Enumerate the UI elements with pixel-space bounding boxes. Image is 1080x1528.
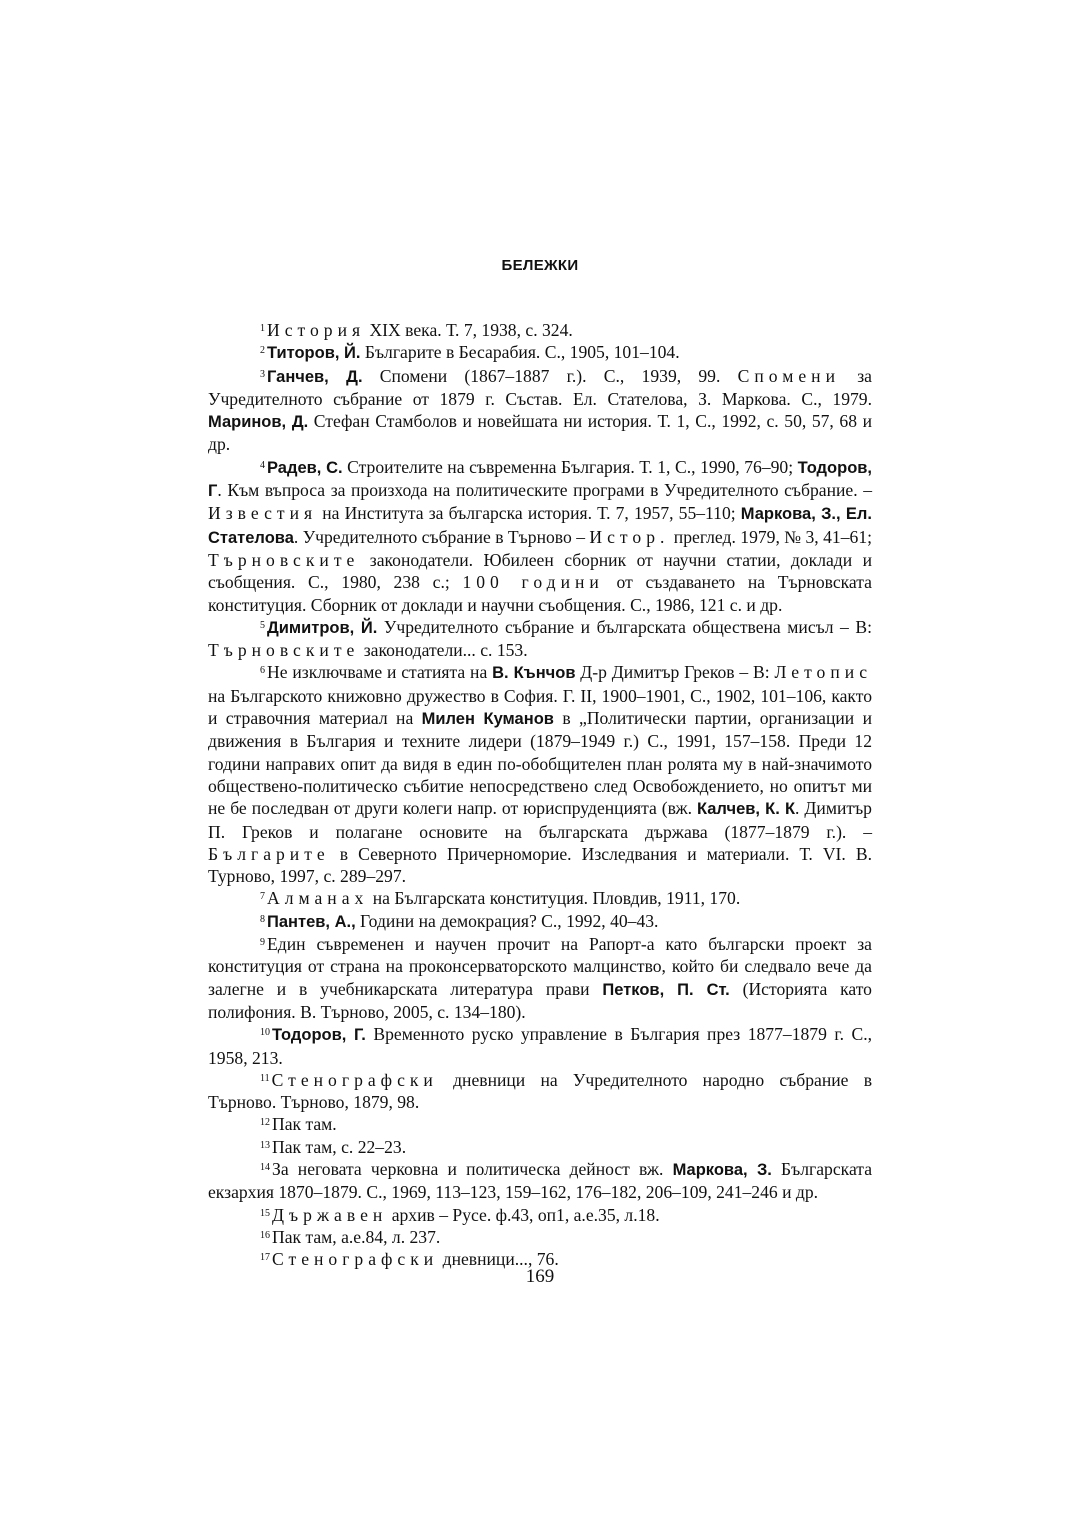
author-name: Радев, С.	[267, 458, 343, 477]
endnote	[208, 1113, 872, 1135]
endnote	[208, 616, 872, 662]
endnote-number: 14	[260, 1161, 270, 1173]
endnote	[208, 1204, 872, 1226]
author-name: Милен Куманов	[421, 710, 554, 729]
spaced-title: Стенографски	[271, 1069, 438, 1090]
endnote	[208, 341, 872, 364]
spaced-title: Известия	[208, 503, 318, 524]
endnotes-list	[208, 319, 872, 1270]
endnote-number: 10	[260, 1027, 270, 1039]
note-text: законодатели. Юбилеен сборник от научни статии, доклади и съобщения. С., 1980, 238 с.;	[208, 549, 872, 593]
spaced-title: Летопис	[774, 662, 872, 683]
endnote-number: 1	[260, 323, 265, 334]
author-name: Пантев, А.,	[267, 912, 356, 931]
endnote-number: 15	[260, 1207, 270, 1219]
endnote	[208, 933, 872, 1023]
note-text: Спомени (1867–1887 г.). С., 1939, 99.	[362, 365, 738, 386]
note-text: на Българското книжовно дружество в София. Г. II, 1900–1901, С., 1902, 101–106, както и стравочния материал на	[208, 685, 872, 729]
note-text: За неговата черковна и политическа дейност вж.	[272, 1158, 673, 1179]
endnote-number: 4	[260, 459, 265, 471]
author-name: Калчев, К. К	[696, 800, 796, 819]
note-text: законодатели... с. 153.	[359, 640, 528, 661]
note-text: Българите в Бесарабия. С., 1905, 101–104.	[360, 342, 680, 363]
note-text: Един съвременен и научен прочит на Рапорт-а като български проект за конституция от страна на проконсерваторското малцинство, който би следвало вече да залегне и в учебникарската литература прави	[208, 934, 872, 999]
endnote-number: 5	[260, 619, 265, 631]
endnote	[208, 1158, 872, 1204]
note-text: за Учредителното събрание от 1879 г. Състав. Ел. Стателова, З. Маркова. С., 1979.	[208, 365, 872, 409]
author-name: Маркова, З., Ел. Стателова	[208, 505, 872, 547]
endnote-number: 9	[260, 937, 265, 949]
note-text: Стефан Стамболов и новейшата ни история. Т. 1, С., 1992, с. 50, 57, 68 и др.	[208, 411, 872, 455]
endnote-number: 8	[260, 913, 265, 925]
note-text: Пак там.	[272, 1114, 337, 1135]
endnote-number: 7	[260, 891, 265, 903]
author-name: Ганчев, Д.	[267, 367, 363, 386]
note-text: Пак там, а.е.84, л. 237.	[272, 1226, 441, 1247]
endnote	[208, 661, 872, 887]
endnote-number: 11	[260, 1072, 270, 1084]
spaced-title: Алманах	[267, 888, 369, 909]
endnote	[208, 1069, 872, 1114]
author-name: Титоров, Й.	[267, 344, 361, 363]
note-text: Пак там, с. 22–23.	[272, 1136, 407, 1157]
spaced-title: Държавен	[272, 1204, 388, 1225]
note-text: на Института за българска история. Т. 7, 1957, 55–110;	[317, 503, 741, 524]
note-text: . Учредителното събрание в Търново –	[293, 526, 590, 547]
endnote-number: 17	[260, 1252, 270, 1264]
spaced-title: Търновските	[208, 549, 360, 570]
spaced-title: Истор.	[589, 526, 670, 547]
endnote-number: 6	[260, 665, 265, 677]
spaced-title: 100 години	[462, 572, 604, 593]
note-text: (Историята като полифония. В. Търново, 2005, с. 134–180).	[208, 978, 872, 1022]
note-text: Учредителното събрание и българската обществена мисъл – В:	[377, 616, 872, 637]
note-text: XIX века. Т. 7, 1938, с. 324.	[365, 320, 573, 340]
author-name: Маринов, Д.	[208, 413, 309, 432]
note-text: Години на демокрация? С., 1992, 40–43.	[355, 910, 659, 931]
author-name: Тодоров, Г.	[272, 1026, 366, 1045]
note-text: дневници..., 76.	[438, 1249, 559, 1270]
spaced-title: Българите	[208, 843, 330, 864]
spaced-title: Стенографски	[272, 1249, 439, 1270]
note-text: архив – Русе. ф.43, оп1, а.е.35, л.18.	[387, 1204, 660, 1225]
note-text: . Към въпроса за произхода на политическите програми в Учредителното събрание. –	[217, 480, 872, 501]
endnote-number: 2	[260, 345, 265, 357]
endnote-number: 12	[260, 1117, 270, 1129]
note-text: . Димитър П. Греков и полагане основите на българската държава (1877–1879 г.). –	[208, 798, 872, 842]
author-name: В. Кънчов	[492, 664, 576, 683]
spaced-title: Търновските	[208, 640, 360, 661]
note-text: преглед. 1979, № 3, 41–61;	[669, 526, 872, 547]
endnote	[208, 910, 872, 933]
note-text: дневници на Учредителното народно събрание в Търново. Търново, 1879, 98.	[208, 1069, 872, 1113]
endnote	[208, 365, 872, 456]
note-text: Строителите на съвременна България. Т. 1, С., 1990, 76–90;	[342, 456, 798, 477]
spaced-title: История	[267, 320, 366, 340]
note-text: Временното руско управление в България през 1877–1879 г. С., 1958, 213.	[208, 1024, 872, 1068]
note-text: Българската екзархия 1870–1879. С., 1969, 113–123, 159–162, 176–182, 206–109, 241–246 и др.	[208, 1158, 873, 1203]
note-text: от създаването на Търновската конституция. Сборник от доклади и научни съобщения. С., 1986, 121 с. и др.	[208, 572, 872, 615]
spaced-title: Спомени	[737, 365, 840, 386]
note-text: в Северното Причерноморие. Изследвания и материали. Т. VI. В. Турново, 1997, с. 289–297.	[208, 843, 872, 887]
page-number: 169	[525, 1266, 555, 1287]
note-text: на Българската конституция. Пловдив, 1911, 170.	[368, 888, 741, 909]
endnote	[208, 887, 872, 909]
endnote-number: 16	[260, 1229, 270, 1241]
endnote	[208, 1136, 872, 1158]
endnote	[208, 1023, 872, 1069]
author-name: Димитров, Й.	[267, 618, 378, 637]
note-text: Д-р Димитър Греков – В:	[575, 662, 775, 683]
endnote	[208, 1226, 872, 1248]
author-name: Петков, П. Ст.	[602, 980, 730, 999]
author-name: Маркова, З.	[672, 1160, 772, 1179]
endnote-number: 13	[260, 1139, 270, 1151]
page-heading: БЕЛЕЖКИ	[501, 257, 579, 274]
endnote	[208, 319, 872, 341]
note-text: Не изключваме и статията на	[267, 662, 493, 683]
endnote	[208, 456, 872, 616]
note-text: в „Политически партии, организации и движения в България и техните лидери (1879–1949 г.) С., 1991, 157–158. Преди 12 години направих опит да видя в един по-обобщителен план ролята му в най-значимото обществено-политическо събитие непосредствено след Освобождението, но опитът ми не бе последван от други колеги напр. от юриспруденцията (вж.	[208, 708, 873, 819]
endnote-number: 3	[260, 368, 265, 380]
author-name: Тодоров, Г	[208, 458, 872, 501]
